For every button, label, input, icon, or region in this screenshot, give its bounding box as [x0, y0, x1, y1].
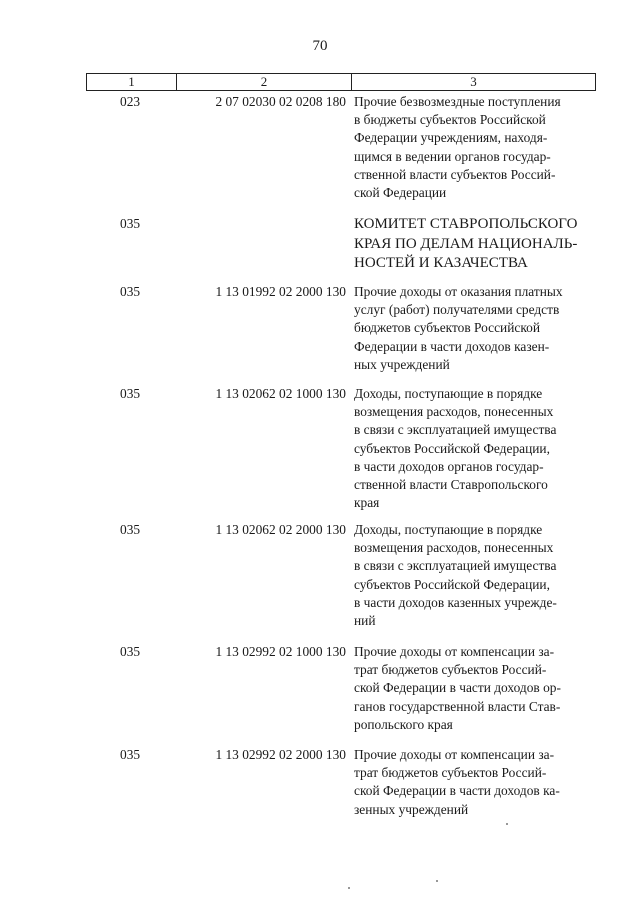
description-line: ской Федерации в части доходов ка- — [354, 783, 560, 799]
description-line: ственной власти Ставропольского — [354, 477, 548, 493]
budget-classification-code: 1 13 02992 02 2000 130 — [215, 747, 346, 762]
description-line: Прочие безвозмездные поступления — [354, 94, 561, 109]
description-line: ской Федерации — [354, 185, 447, 201]
scan-speck — [506, 823, 508, 825]
description-line: Прочие доходы от компенсации за- — [354, 747, 555, 762]
column-header-1: 1 — [87, 74, 177, 91]
description-line: ской Федерации в части доходов ор- — [354, 680, 561, 696]
admin-code: 035 — [120, 386, 141, 401]
description-line: Прочие доходы от оказания платных — [354, 284, 563, 299]
description-line: Доходы, поступающие в порядке — [354, 386, 543, 401]
description-line: щимся в ведении органов государ- — [354, 148, 551, 164]
description-line: в связи с эксплуатацией имущества — [354, 558, 557, 574]
income-description — [354, 521, 594, 630]
description-line: в части доходов органов государ- — [354, 458, 544, 474]
heading-line: КРАЯ ПО ДЕЛАМ НАЦИОНАЛЬ- — [354, 235, 578, 252]
description-line: Прочие доходы от компенсации за- — [354, 644, 555, 659]
committee-heading — [354, 215, 594, 274]
heading-line: КОМИТЕТ СТАВРОПОЛЬСКОГО — [354, 216, 578, 232]
description-line: ропольского края — [354, 716, 453, 732]
income-description — [354, 93, 594, 202]
description-line: трат бюджетов субъектов Россий- — [354, 765, 547, 781]
description-line: бюджетов субъектов Российской — [354, 320, 541, 336]
column-header-row — [87, 74, 596, 91]
description-line: зенных учреждений — [354, 801, 469, 817]
heading-line: НОСТЕЙ И КАЗАЧЕСТВА — [354, 255, 528, 271]
description-line: возмещения расходов, понесенных — [354, 540, 554, 556]
description-line: субъектов Российской Федерации, — [354, 440, 550, 456]
scan-speck — [348, 887, 350, 889]
admin-code: 035 — [120, 216, 141, 231]
description-line: в части доходов казенных учрежде- — [354, 594, 557, 610]
admin-code: 035 — [120, 644, 141, 659]
description-line: Доходы, поступающие в порядке — [354, 522, 543, 537]
income-description — [354, 643, 594, 734]
description-line: края — [354, 495, 380, 511]
description-line: услуг (работ) получателями средств — [354, 302, 560, 318]
description-line: в бюджеты субъектов Российской — [354, 112, 546, 128]
admin-code: 035 — [120, 284, 141, 299]
column-header-2: 2 — [177, 74, 352, 91]
description-line: возмещения расходов, понесенных — [354, 404, 554, 420]
page-number: 70 — [312, 38, 328, 54]
budget-classification-code: 1 13 02062 02 2000 130 — [215, 522, 346, 537]
income-description — [354, 746, 594, 819]
description-line: ганов государственной власти Став- — [354, 698, 561, 714]
description-line: трат бюджетов субъектов Россий- — [354, 662, 547, 678]
budget-classification-code: 1 13 02062 02 1000 130 — [215, 386, 346, 401]
description-line: в связи с эксплуатацией имущества — [354, 422, 557, 438]
description-line: субъектов Российской Федерации, — [354, 576, 550, 592]
income-description — [354, 283, 594, 374]
budget-classification-code: 1 13 01992 02 2000 130 — [215, 284, 346, 299]
income-description — [354, 385, 594, 512]
scan-speck — [436, 880, 438, 882]
description-line: ственной власти субъектов Россий- — [354, 166, 556, 182]
column-header-table — [86, 73, 596, 91]
description-line: Федерации в части доходов казен- — [354, 338, 550, 354]
admin-code: 035 — [120, 747, 141, 762]
column-header-3: 3 — [352, 74, 596, 91]
description-line: ний — [354, 613, 376, 629]
description-line: Федерации учреждениям, находя- — [354, 130, 548, 146]
description-line: ных учреждений — [354, 356, 450, 372]
admin-code: 023 — [120, 94, 141, 109]
budget-classification-code: 2 07 02030 02 0208 180 — [215, 94, 346, 109]
budget-classification-code: 1 13 02992 02 1000 130 — [215, 644, 346, 659]
admin-code: 035 — [120, 522, 141, 537]
